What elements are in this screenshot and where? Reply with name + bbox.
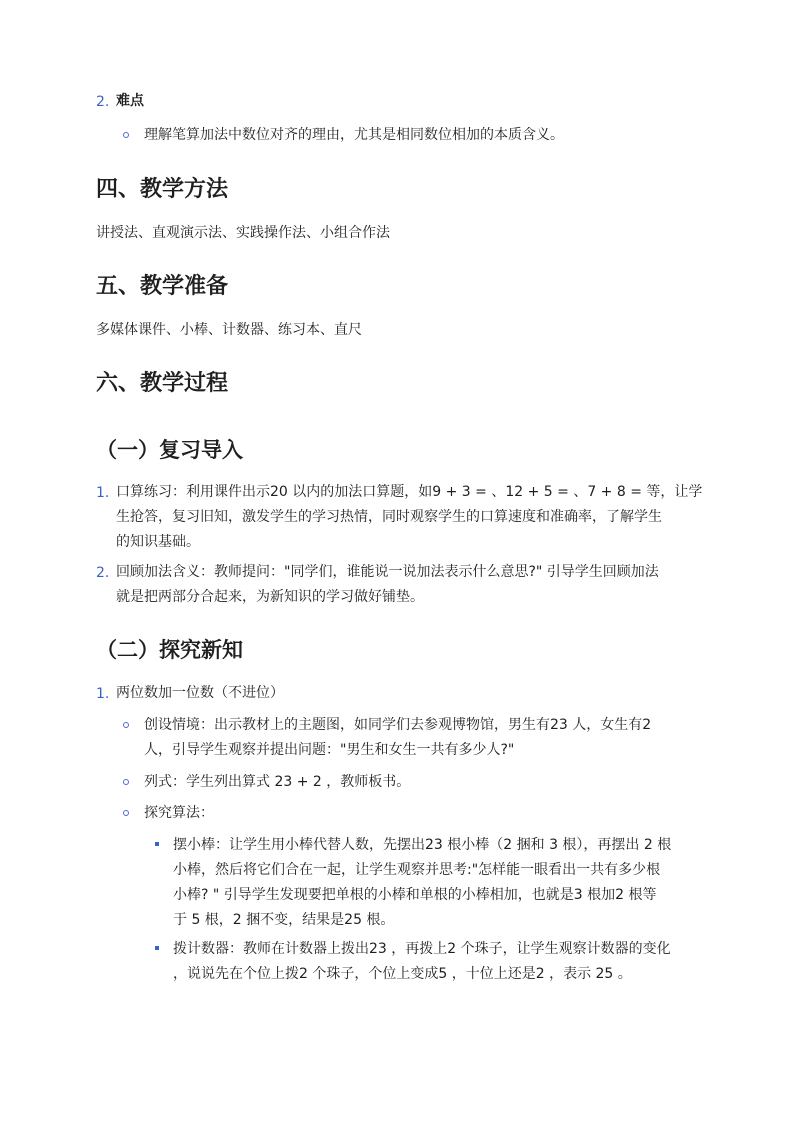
list-number: 1. — [96, 485, 110, 501]
section-heading: 四、教学方法 — [96, 177, 229, 202]
list-item-line: 就是把两部分合起来，为新知识的学习做好铺垫。 — [116, 589, 424, 605]
subsection-heading: （一）复习导入 — [96, 438, 243, 462]
list-item-line: 两位数加一位数（不进位） — [116, 685, 284, 701]
list-item-line: 口算练习：利用课件出示20 以内的加法口算题，如9 + 3 = 、12 + 5 = 、7 + 8 = 等，让学 — [116, 484, 703, 500]
paragraph: 多媒体课件、小棒、计数器、练习本、直尺 — [96, 322, 362, 338]
list-number: 2. — [96, 565, 110, 581]
bullet-square-icon — [155, 842, 159, 846]
bullet-square-icon — [155, 946, 159, 950]
list-item-line: 探究算法： — [144, 805, 214, 821]
subsection-heading: （二）探究新知 — [96, 638, 243, 662]
list-item-line: 拨计数器：教师在计数器上拨出23 ，再拨上2 个珠子，让学生观察计数器的变化 — [173, 941, 671, 957]
list-item-line: 列式：学生列出算式 23 + 2 ，教师板书。 — [144, 774, 411, 790]
bullet-circle-icon — [123, 132, 129, 138]
paragraph: 讲授法、直观演示法、实践操作法、小组合作法 — [96, 225, 390, 241]
list-item-line: 回顾加法含义：教师提问："同学们，谁能说一说加法表示什么意思?" 引导学生回顾加法 — [116, 564, 659, 580]
list-item-line: ，说说先在个位上拨2 个珠子，个位上变成5 ，十位上还是2 ，表示 25 。 — [173, 966, 632, 982]
list-title: 难点 — [116, 93, 144, 109]
list-item-line: 创设情境：出示教材上的主题图，如同学们去参观博物馆，男生有23 人，女生有2 — [144, 717, 652, 733]
list-item: 理解笔算加法中数位对齐的理由，尤其是相同数位相加的本质含义。 — [144, 127, 564, 143]
list-item-line: 人，引导学生观察并提出问题："男生和女生一共有多少人?" — [144, 742, 515, 758]
list-item-line: 的知识基础。 — [116, 534, 200, 550]
list-item-line: 小棒，然后将它们合在一起，让学生观察并思考:"怎样能一眼看出一共有多少根 — [173, 862, 661, 878]
list-number: 2. — [96, 94, 110, 110]
list-item-line: 于 5 根，2 捆不变，结果是25 根。 — [173, 912, 395, 928]
list-item-line: 生抢答，复习旧知，激发学生的学习热情，同时观察学生的口算速度和准确率，了解学生 — [116, 509, 662, 525]
bullet-circle-icon — [123, 779, 129, 785]
section-heading: 六、教学过程 — [96, 371, 229, 396]
list-item-line: 摆小棒：让学生用小棒代替人数，先摆出23 根小棒（2 捆和 3 根），再摆出 2 根 — [173, 837, 672, 853]
bullet-circle-icon — [123, 722, 129, 728]
list-item-line: 小棒? " 引导学生发现要把单根的小棒和单根的小棒相加，也就是3 根加2 根等 — [173, 887, 657, 903]
bullet-circle-icon — [123, 810, 129, 816]
list-number: 1. — [96, 686, 110, 702]
section-heading: 五、教学准备 — [96, 274, 229, 299]
